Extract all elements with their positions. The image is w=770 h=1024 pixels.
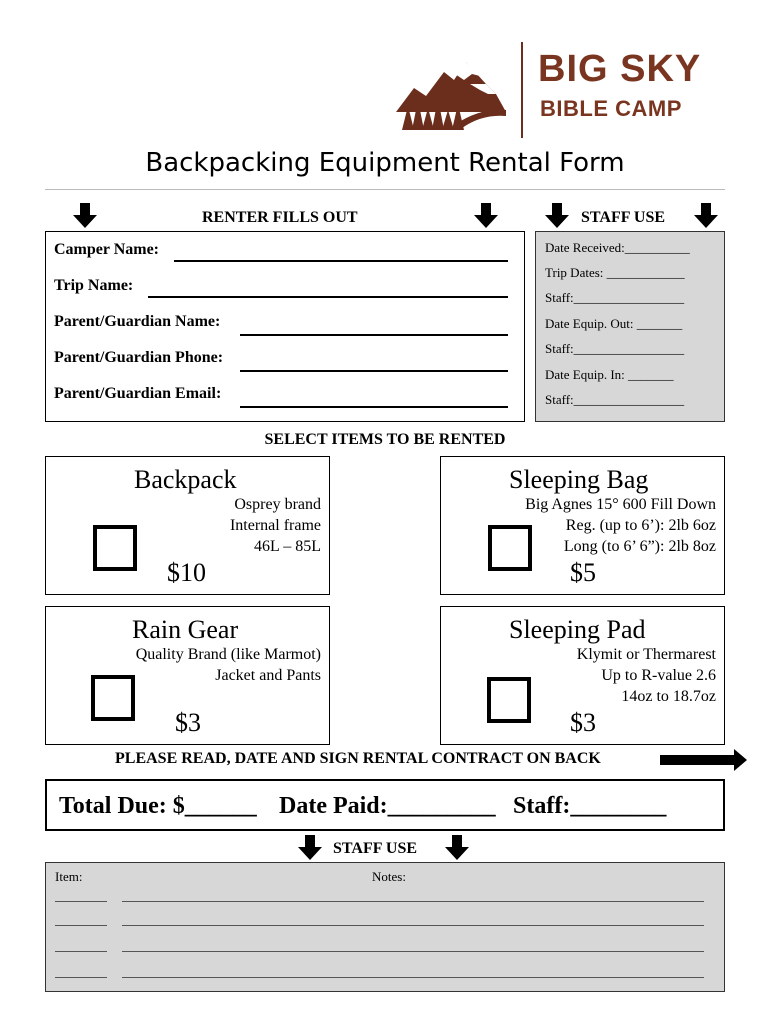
totals-box xyxy=(45,779,725,831)
down-arrow-icon xyxy=(297,835,323,861)
down-arrow-icon xyxy=(72,203,98,229)
guardian-name-field[interactable] xyxy=(240,334,508,336)
item-name: Backpack xyxy=(134,465,237,494)
item-price: $5 xyxy=(570,558,596,587)
staff-field[interactable]: Staff:________ xyxy=(513,793,667,819)
logo-subtitle: BIBLE CAMP xyxy=(540,96,682,121)
down-arrow-icon xyxy=(473,203,499,229)
item-backpack xyxy=(45,456,330,595)
camper-name-field[interactable] xyxy=(174,260,508,262)
notes-line[interactable] xyxy=(122,951,704,952)
date-paid-field[interactable]: Date Paid:_________ xyxy=(279,793,496,819)
item-line[interactable] xyxy=(55,951,107,952)
item-label: Item: xyxy=(55,869,83,884)
right-arrow-icon xyxy=(660,749,748,771)
sleeping-bag-checkbox[interactable] xyxy=(488,525,532,571)
item-sleeping-pad xyxy=(440,606,725,745)
item-line[interactable] xyxy=(55,925,107,926)
item-name: Sleeping Bag xyxy=(509,465,649,494)
staff-use-header: STAFF USE xyxy=(333,840,418,857)
form-title: Backpacking Equipment Rental Form xyxy=(145,148,625,178)
item-name: Rain Gear xyxy=(132,615,239,644)
renter-fills-out-header: RENTER FILLS OUT xyxy=(202,209,358,226)
camp-logo xyxy=(392,42,722,138)
rain-gear-checkbox[interactable] xyxy=(91,675,135,721)
title-divider xyxy=(45,189,725,190)
notes-line[interactable] xyxy=(122,977,704,978)
guardian-email-label: Parent/Guardian Email: xyxy=(54,385,222,402)
sleeping-pad-checkbox[interactable] xyxy=(487,677,531,723)
logo-name: BIG SKY xyxy=(538,48,702,90)
mountain-logo-icon xyxy=(392,50,510,130)
guardian-phone-label: Parent/Guardian Phone: xyxy=(54,349,224,366)
item-rain-gear xyxy=(45,606,330,745)
backpack-checkbox[interactable] xyxy=(93,525,137,571)
staff-notes-box xyxy=(45,862,725,992)
item-price: $3 xyxy=(175,708,201,737)
camper-name-label: Camper Name: xyxy=(54,241,160,258)
item-description: Klymit or Thermarest Up to R-value 2.6 14oz to 18.7oz xyxy=(576,646,716,705)
trip-dates-field[interactable]: Trip Dates: ____________ xyxy=(545,265,685,280)
date-equip-out-field[interactable]: Date Equip. Out: _______ xyxy=(545,316,683,331)
date-equip-in-field[interactable]: Date Equip. In: _______ xyxy=(545,367,674,382)
staff-use-header: STAFF USE xyxy=(581,209,666,226)
down-arrow-icon xyxy=(693,203,719,229)
contract-notice: PLEASE READ, DATE AND SIGN RENTAL CONTRACT ON BACK xyxy=(115,750,601,767)
trip-name-label: Trip Name: xyxy=(54,277,134,294)
staff-field[interactable]: Staff:_________________ xyxy=(545,392,685,407)
notes-line[interactable] xyxy=(122,901,704,902)
item-name: Sleeping Pad xyxy=(509,615,646,644)
notes-label: Notes: xyxy=(372,869,406,884)
down-arrow-icon xyxy=(444,835,470,861)
staff-field[interactable]: Staff:_________________ xyxy=(545,290,685,305)
item-sleeping-bag xyxy=(440,456,725,595)
item-description: Big Agnes 15° 600 Fill Down Reg. (up to 6’): 2lb 6oz Long (to 6’ 6”): 2lb 8oz xyxy=(525,496,716,555)
date-received-field[interactable]: Date Received:__________ xyxy=(545,240,690,255)
staff-use-box xyxy=(535,231,725,422)
down-arrow-icon xyxy=(544,203,570,229)
item-price: $3 xyxy=(570,708,596,737)
item-line[interactable] xyxy=(55,901,107,902)
item-description: Osprey brand Internal frame 46L – 85L xyxy=(229,496,321,555)
trip-name-field[interactable] xyxy=(148,296,508,298)
item-price: $10 xyxy=(167,558,206,587)
select-items-header: SELECT ITEMS TO BE RENTED xyxy=(264,431,506,448)
renter-info-box xyxy=(45,231,525,422)
item-line[interactable] xyxy=(55,977,107,978)
logo-divider xyxy=(521,42,523,138)
item-description: Quality Brand (like Marmot) Jacket and Pants xyxy=(135,646,321,684)
guardian-name-label: Parent/Guardian Name: xyxy=(54,313,221,330)
total-due-field[interactable]: Total Due: $______ xyxy=(59,793,257,819)
notes-line[interactable] xyxy=(122,925,704,926)
guardian-phone-field[interactable] xyxy=(240,370,508,372)
guardian-email-field[interactable] xyxy=(240,406,508,408)
staff-field[interactable]: Staff:_________________ xyxy=(545,341,685,356)
